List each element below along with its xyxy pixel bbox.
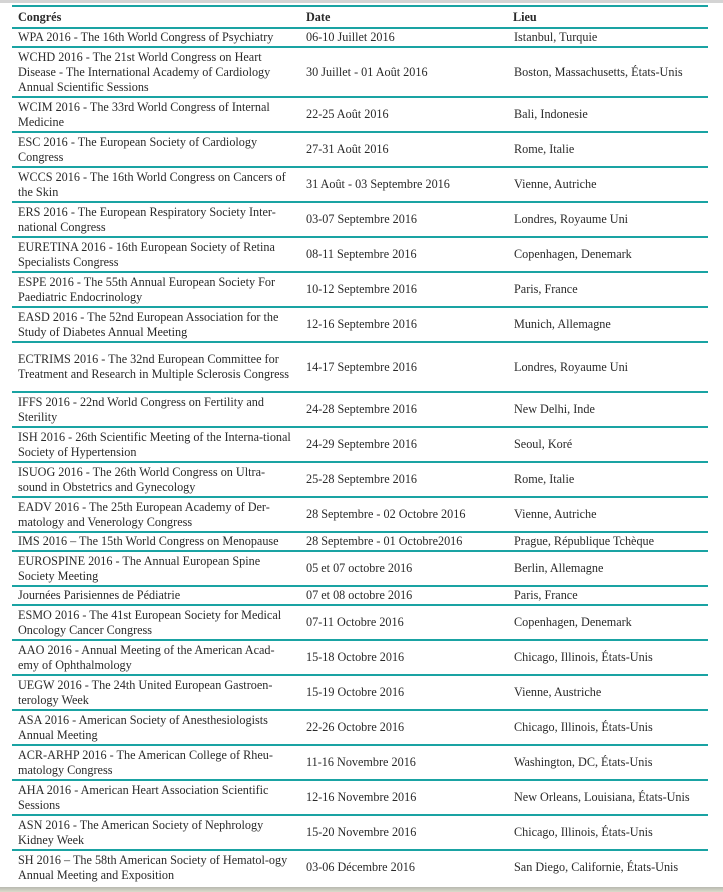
table-row bbox=[12, 392, 708, 427]
table-row bbox=[12, 497, 708, 532]
place-cell: Chicago, Illinois, États-Unis bbox=[507, 815, 708, 850]
congress-name-cell: UEGW 2016 - The 24th United European Gastroen-terology Week bbox=[12, 675, 297, 710]
table-row bbox=[12, 850, 708, 884]
date-cell: 07 et 08 octobre 2016 bbox=[297, 586, 507, 605]
place-cell: Vienne, Autriche bbox=[507, 167, 708, 202]
place-cell: Munich, Allemagne bbox=[507, 307, 708, 342]
table-row bbox=[12, 780, 708, 815]
place-cell: Copenhagen, Denemark bbox=[507, 237, 708, 272]
congress-name-cell: IFFS 2016 - 22nd World Congress on Fertility and Sterility bbox=[12, 392, 297, 427]
top-edge-strip bbox=[0, 0, 723, 3]
congress-name-cell: ESC 2016 - The European Society of Cardiology Congress bbox=[12, 132, 297, 167]
congress-name-cell: ASA 2016 - American Society of Anesthesiologists Annual Meeting bbox=[12, 710, 297, 745]
date-cell: 15-20 Novembre 2016 bbox=[297, 815, 507, 850]
date-cell: 24-28 Septembre 2016 bbox=[297, 392, 507, 427]
bottom-edge-strip bbox=[0, 887, 723, 892]
place-cell: Istanbul, Turquie bbox=[507, 28, 708, 47]
date-cell: 06-10 Juillet 2016 bbox=[297, 28, 507, 47]
table-row bbox=[12, 640, 708, 675]
date-cell: 28 Septembre - 01 Octobre2016 bbox=[297, 532, 507, 551]
date-cell: 28 Septembre - 02 Octobre 2016 bbox=[297, 497, 507, 532]
date-cell: 12-16 Septembre 2016 bbox=[297, 307, 507, 342]
congress-name-cell: ECTRIMS 2016 - The 32nd European Committee for Treatment and Research in Multiple Sclerosis Congress bbox=[12, 342, 297, 392]
place-cell: Paris, France bbox=[507, 586, 708, 605]
table-row bbox=[12, 132, 708, 167]
congress-name-cell: SH 2016 – The 58th American Society of Hematol-ogy Annual Meeting and Exposition bbox=[12, 850, 297, 884]
table-row bbox=[12, 462, 708, 497]
date-cell: 22-26 Octobre 2016 bbox=[297, 710, 507, 745]
table-row bbox=[12, 202, 708, 237]
table-row bbox=[12, 532, 708, 551]
congress-name-cell: ESMO 2016 - The 41st European Society for Medical Oncology Cancer Congress bbox=[12, 605, 297, 640]
date-cell: 27-31 Août 2016 bbox=[297, 132, 507, 167]
congress-name-cell: ESPE 2016 - The 55th Annual European Society For Paediatric Endocrinology bbox=[12, 272, 297, 307]
table-row bbox=[12, 167, 708, 202]
date-cell: 07-11 Octobre 2016 bbox=[297, 605, 507, 640]
place-cell: Chicago, Illinois, États-Unis bbox=[507, 710, 708, 745]
place-cell: Bali, Indonesie bbox=[507, 97, 708, 132]
table-row bbox=[12, 272, 708, 307]
table-row bbox=[12, 551, 708, 586]
congress-name-cell: EASD 2016 - The 52nd European Association for the Study of Diabetes Annual Meeting bbox=[12, 307, 297, 342]
congress-name-cell: WCHD 2016 - The 21st World Congress on Heart Disease - The International Academy of Cardiology Annual Scientific Sessions bbox=[12, 47, 297, 97]
date-cell: 03-06 Décembre 2016 bbox=[297, 850, 507, 884]
header-place: Lieu bbox=[507, 6, 708, 28]
place-cell: New Delhi, Inde bbox=[507, 392, 708, 427]
congress-name-cell: ISUOG 2016 - The 26th World Congress on Ultra-sound in Obstetrics and Gynecology bbox=[12, 462, 297, 497]
header-date: Date bbox=[297, 6, 507, 28]
congress-name-cell: AAO 2016 - Annual Meeting of the American Acad-emy of Ophthalmology bbox=[12, 640, 297, 675]
date-cell: 10-12 Septembre 2016 bbox=[297, 272, 507, 307]
date-cell: 30 Juillet - 01 Août 2016 bbox=[297, 47, 507, 97]
date-cell: 14-17 Septembre 2016 bbox=[297, 342, 507, 392]
congress-name-cell: Journées Parisiennes de Pédiatrie bbox=[12, 586, 297, 605]
congress-name-cell: WCIM 2016 - The 33rd World Congress of Internal Medicine bbox=[12, 97, 297, 132]
table-row bbox=[12, 237, 708, 272]
place-cell: Vienne, Autriche bbox=[507, 497, 708, 532]
place-cell: New Orleans, Louisiana, États-Unis bbox=[507, 780, 708, 815]
congress-name-cell: EUROSPINE 2016 - The Annual European Spine Society Meeting bbox=[12, 551, 297, 586]
date-cell: 11-16 Novembre 2016 bbox=[297, 745, 507, 780]
date-cell: 25-28 Septembre 2016 bbox=[297, 462, 507, 497]
place-cell: Prague, République Tchèque bbox=[507, 532, 708, 551]
congress-name-cell: ISH 2016 - 26th Scientific Meeting of the Interna-tional Society of Hypertension bbox=[12, 427, 297, 462]
table-row bbox=[12, 586, 708, 605]
place-cell: Vienne, Austriche bbox=[507, 675, 708, 710]
table-row bbox=[12, 605, 708, 640]
place-cell: Boston, Massachusetts, États-Unis bbox=[507, 47, 708, 97]
date-cell: 15-19 Octobre 2016 bbox=[297, 675, 507, 710]
place-cell: Chicago, Illinois, États-Unis bbox=[507, 640, 708, 675]
place-cell: Paris, France bbox=[507, 272, 708, 307]
congress-name-cell: WPA 2016 - The 16th World Congress of Psychiatry bbox=[12, 28, 297, 47]
date-cell: 22-25 Août 2016 bbox=[297, 97, 507, 132]
congress-table bbox=[12, 5, 708, 884]
congress-name-cell: IMS 2016 – The 15th World Congress on Menopause bbox=[12, 532, 297, 551]
place-cell: Washington, DC, États-Unis bbox=[507, 745, 708, 780]
congress-name-cell: EADV 2016 - The 25th European Academy of Der-matology and Venerology Congress bbox=[12, 497, 297, 532]
date-cell: 12-16 Novembre 2016 bbox=[297, 780, 507, 815]
table-row bbox=[12, 745, 708, 780]
place-cell: Rome, Italie bbox=[507, 132, 708, 167]
place-cell: Berlin, Allemagne bbox=[507, 551, 708, 586]
congress-name-cell: WCCS 2016 - The 16th World Congress on Cancers of the Skin bbox=[12, 167, 297, 202]
congress-name-cell: EURETINA 2016 - 16th European Society of Retina Specialists Congress bbox=[12, 237, 297, 272]
table-row bbox=[12, 427, 708, 462]
table-row bbox=[12, 815, 708, 850]
congress-name-cell: AHA 2016 - American Heart Association Scientific Sessions bbox=[12, 780, 297, 815]
date-cell: 03-07 Septembre 2016 bbox=[297, 202, 507, 237]
table-row bbox=[12, 28, 708, 47]
table-header-row bbox=[12, 6, 708, 28]
place-cell: Seoul, Koré bbox=[507, 427, 708, 462]
table-row bbox=[12, 307, 708, 342]
congress-name-cell: ERS 2016 - The European Respiratory Society Inter-national Congress bbox=[12, 202, 297, 237]
date-cell: 08-11 Septembre 2016 bbox=[297, 237, 507, 272]
date-cell: 15-18 Octobre 2016 bbox=[297, 640, 507, 675]
place-cell: Londres, Royaume Uni bbox=[507, 342, 708, 392]
table-row bbox=[12, 342, 708, 392]
date-cell: 24-29 Septembre 2016 bbox=[297, 427, 507, 462]
date-cell: 05 et 07 octobre 2016 bbox=[297, 551, 507, 586]
date-cell: 31 Août - 03 Septembre 2016 bbox=[297, 167, 507, 202]
header-congress: Congrés bbox=[12, 6, 297, 28]
place-cell: Londres, Royaume Uni bbox=[507, 202, 708, 237]
congress-name-cell: ASN 2016 - The American Society of Nephrology Kidney Week bbox=[12, 815, 297, 850]
place-cell: Copenhagen, Denemark bbox=[507, 605, 708, 640]
congress-name-cell: ACR-ARHP 2016 - The American College of Rheu-matology Congress bbox=[12, 745, 297, 780]
table-row bbox=[12, 710, 708, 745]
place-cell: San Diego, Californie, États-Unis bbox=[507, 850, 708, 884]
place-cell: Rome, Italie bbox=[507, 462, 708, 497]
table-row bbox=[12, 675, 708, 710]
table-row bbox=[12, 47, 708, 97]
table-row bbox=[12, 97, 708, 132]
